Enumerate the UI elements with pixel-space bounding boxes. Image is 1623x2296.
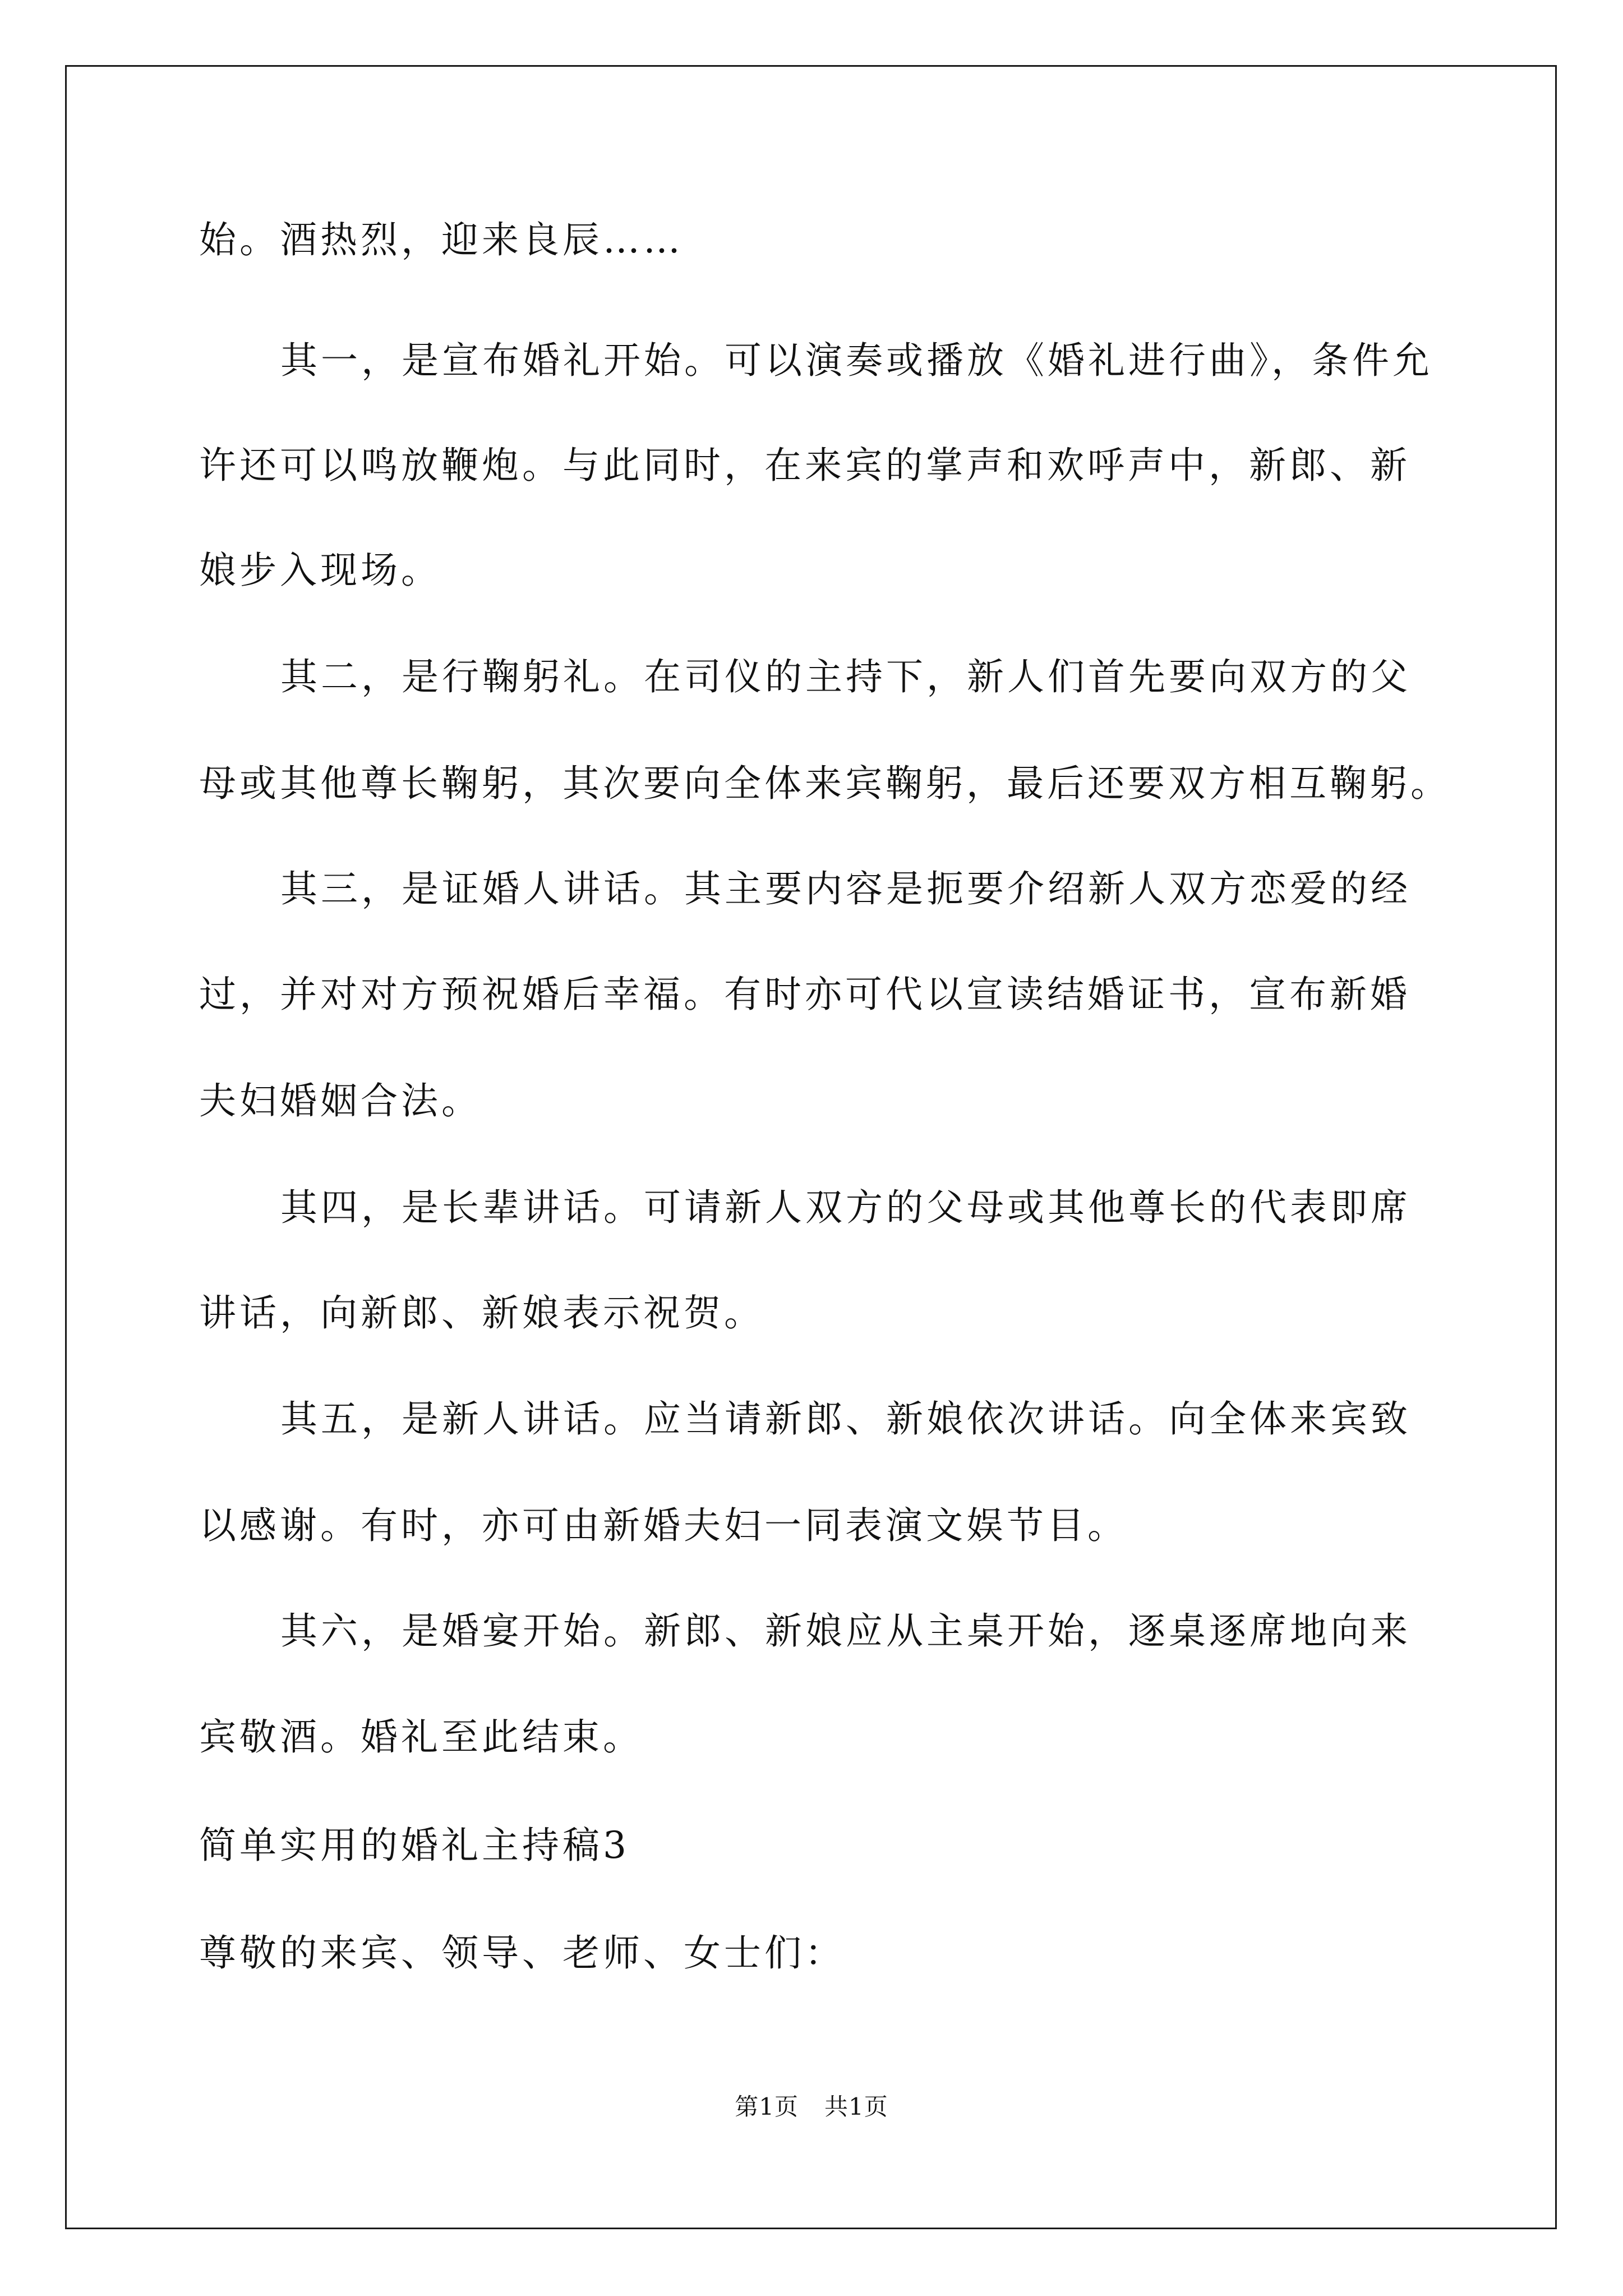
text-line: 其五，是新人讲话。应当请新郎、新娘依次讲话。向全体来宾致 [280, 1397, 1411, 1441]
text-line: 母或其他尊长鞠躬，其次要向全体来宾鞠躬，最后还要双方相互鞠躬。 [199, 762, 1451, 805]
text-line: 宾敬酒。婚礼至此结束。 [199, 1715, 643, 1759]
page-footer [0, 2090, 1623, 2124]
text-line: 尊敬的来宾、领导、老师、女士们： [199, 1931, 845, 1975]
text-line: 始。酒热烈，迎来良辰…… [199, 218, 684, 261]
text-line: 其三，是证婚人讲话。其主要内容是扼要介绍新人双方恋爱的经 [280, 867, 1411, 910]
text-line: 过，并对对方预祝婚后幸福。有时亦可代以宣读结婚证书，宣布新婚 [199, 973, 1410, 1016]
page-frame [65, 65, 1557, 2229]
text-line: 其四，是长辈讲话。可请新人双方的父母或其他尊长的代表即席 [280, 1186, 1411, 1229]
text-line: 以感谢。有时，亦可由新婚夫妇一同表演文娱节目。 [199, 1504, 1128, 1547]
text-line: 讲话，向新郎、新娘表示祝贺。 [199, 1291, 764, 1335]
page-number: 第1页 [735, 2093, 799, 2120]
page-total: 共1页 [824, 2093, 888, 2120]
section-heading: 简单实用的婚礼主持稿3 [199, 1824, 630, 1867]
text-line: 其一，是宣布婚礼开始。可以演奏或播放《婚礼进行曲》，条件允 [280, 339, 1433, 382]
text-line: 其六，是婚宴开始。新郎、新娘应从主桌开始，逐桌逐席地向来 [280, 1609, 1411, 1653]
text-line: 夫妇婚姻合法。 [199, 1079, 482, 1122]
text-line: 许还可以鸣放鞭炮。与此同时，在来宾的掌声和欢呼声中，新郎、新 [199, 444, 1410, 487]
text-line: 其二，是行鞠躬礼。在司仪的主持下，新人们首先要向双方的父 [280, 655, 1411, 698]
text-line: 娘步入现场。 [199, 549, 441, 592]
